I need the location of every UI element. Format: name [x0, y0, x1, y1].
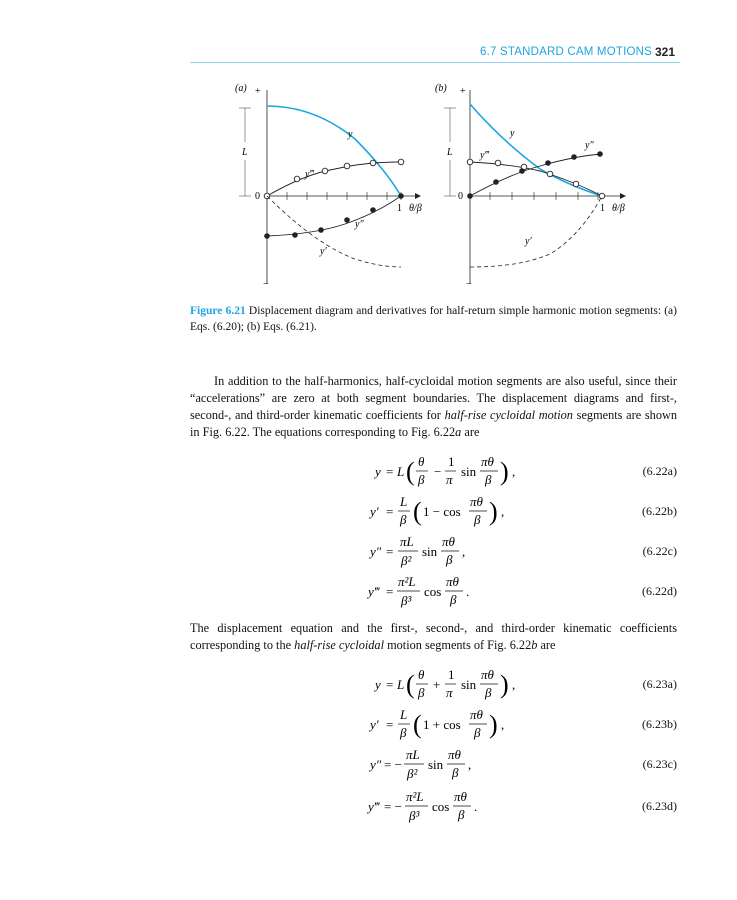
equation-6-23a: y = L ( θ β + 1 π sin πθ β ) , (6.23a) [375, 667, 677, 700]
svg-text:1 − cos: 1 − cos [423, 504, 461, 519]
panel-a-label: (a) [235, 83, 247, 94]
svg-text:β: β [485, 685, 492, 700]
svg-text:−: − [434, 464, 442, 479]
svg-text:πL: πL [406, 747, 420, 762]
svg-text:πθ: πθ [448, 747, 461, 762]
svg-text:π²L: π²L [406, 789, 424, 804]
svg-text:π: π [446, 472, 453, 487]
panel-b-x-arrow [620, 193, 626, 199]
svg-text:cos: cos [424, 584, 442, 599]
svg-text:,: , [468, 757, 472, 772]
svg-text:πθ: πθ [470, 494, 483, 509]
svg-text:πL: πL [400, 534, 414, 549]
svg-text:= −: = − [384, 757, 402, 772]
panel-a-minus: − [263, 279, 269, 290]
panel-a-curve-y [267, 106, 401, 196]
caption-text: Displacement diagram and derivatives for half-return simple harmonic motion segments: (a) Eqs. (6.20); (b) Eqs. (6.21). [190, 305, 677, 333]
svg-text:= −: = − [384, 799, 402, 814]
panel-a-plus: + [255, 86, 261, 97]
svg-text:β: β [446, 552, 453, 567]
panel-a-label-y3: y‴ [305, 169, 314, 180]
svg-text:(: ( [406, 457, 415, 486]
figure-6-21 [225, 74, 645, 294]
panel-a-x-arrow [415, 193, 421, 199]
svg-text:θ: θ [418, 454, 425, 469]
page-number: 321 [655, 45, 676, 59]
svg-text:L: L [397, 677, 405, 692]
svg-text:πθ: πθ [454, 789, 467, 804]
svg-text:β: β [452, 765, 459, 780]
running-header: 6.7 STANDARD CAM MOTIONS [480, 46, 652, 58]
svg-text:πθ: πθ [446, 574, 459, 589]
svg-text:β: β [474, 725, 481, 740]
svg-text:1: 1 [448, 454, 455, 469]
svg-text:,: , [512, 464, 516, 479]
panel-b-curve-y [470, 104, 602, 196]
paragraph-1: In addition to the half-harmonics, half-cycloidal motion segments are also useful, since their “accelerations” are zero at both segment boundaries. The displacement diagrams and first-, second-, and third-order kinematic coefficients for half-rise cycloidal motion segments are shown in Fig. 6.22. The equations corresponding to Fig. 6.22a are [190, 374, 677, 439]
svg-text:πθ: πθ [481, 454, 494, 469]
svg-text:=: = [386, 584, 394, 599]
equation-6-23c: y″ = − πL β² sin πθ β , (6.23c) [370, 747, 677, 781]
panel-b-zero: 0 [458, 191, 463, 202]
svg-text:L: L [400, 494, 408, 509]
svg-text:β: β [450, 592, 457, 607]
panel-a-label-y1: y′ [320, 246, 327, 257]
svg-text:y″: y″ [370, 544, 382, 559]
paragraph-2: The displacement equation and the first-, second-, and third-order kinematic coefficients corresponding to the half-rise cycloidal motion segments of Fig. 6.22b are [190, 621, 677, 652]
equation-6-23d: y‴ = − π²L β³ cos πθ β . (6.23d) [368, 789, 677, 823]
panel-a-curve-y2 [267, 196, 401, 236]
svg-text:,: , [501, 504, 505, 519]
panel-a-L: L [242, 147, 248, 158]
svg-text:.: . [474, 799, 478, 814]
svg-text:β²: β² [407, 766, 418, 781]
svg-text:β³: β³ [401, 593, 412, 608]
header-rule [190, 62, 680, 63]
svg-text:=: = [386, 464, 394, 479]
panel-b-label-y1: y′ [525, 236, 532, 247]
svg-text:y‴: y‴ [368, 584, 380, 599]
svg-text:θ: θ [418, 667, 425, 682]
equation-6-22d: y‴ = π²L β³ cos πθ β . (6.22d) [368, 574, 677, 608]
svg-text:y″: y″ [370, 757, 382, 772]
equation-6-22c: y″ = πL β² sin πθ β , (6.22c) [370, 534, 677, 568]
panel-b-label-y: y [510, 128, 515, 139]
caption-label: Figure 6.21 [190, 305, 246, 317]
svg-text:β: β [474, 512, 481, 527]
panel-b-label-y2: y″ [585, 140, 594, 151]
svg-text:y: y [375, 677, 381, 692]
equation-6-22a: y = L ( θ β − 1 π sin πθ β ) , (6.22a) [375, 454, 677, 487]
svg-text:): ) [489, 497, 498, 526]
svg-text:+: + [433, 677, 441, 692]
svg-text:β: β [418, 685, 425, 700]
panel-b-plus: + [460, 86, 466, 97]
svg-text:(: ( [406, 670, 415, 699]
panel-a-x-label: θ/β [409, 203, 422, 214]
svg-text:sin: sin [461, 464, 477, 479]
panel-a-one: 1 [397, 203, 402, 214]
panel-b-one: 1 [600, 203, 605, 214]
panel-a-zero: 0 [255, 191, 260, 202]
svg-text:=: = [386, 677, 394, 692]
panel-a [235, 83, 422, 290]
equation-6-23b: y′ = L β ( 1 + cos πθ β ) , (6.23b) [370, 707, 677, 740]
svg-text:y′: y′ [370, 504, 379, 519]
svg-text:L: L [400, 707, 408, 722]
figure-caption [190, 303, 677, 335]
svg-text:=: = [386, 544, 394, 559]
svg-text:πθ: πθ [481, 667, 494, 682]
svg-text:y′: y′ [370, 717, 379, 732]
svg-text:.: . [466, 584, 470, 599]
svg-text:1: 1 [448, 667, 455, 682]
svg-text:): ) [489, 710, 498, 739]
svg-text:πθ: πθ [442, 534, 455, 549]
svg-text:π: π [446, 685, 453, 700]
svg-text:y‴: y‴ [368, 799, 380, 814]
svg-text:π²L: π²L [398, 574, 416, 589]
svg-text:β: β [400, 725, 407, 740]
svg-text:β: β [458, 807, 465, 822]
svg-text:,: , [501, 717, 505, 732]
panel-b-minus: − [466, 279, 472, 290]
svg-text:(: ( [413, 710, 422, 739]
svg-text:sin: sin [428, 757, 444, 772]
svg-text:πθ: πθ [470, 707, 483, 722]
svg-text:sin: sin [461, 677, 477, 692]
svg-text:L: L [397, 464, 405, 479]
svg-text:cos: cos [432, 799, 450, 814]
svg-text:β: β [418, 472, 425, 487]
svg-text:=: = [386, 717, 394, 732]
svg-text:,: , [512, 677, 516, 692]
panel-a-label-y2: y″ [355, 219, 364, 230]
panel-b-label: (b) [435, 83, 447, 94]
panel-b-L: L [447, 147, 453, 158]
panel-b-label-y3: y‴ [480, 150, 489, 161]
svg-text:sin: sin [422, 544, 438, 559]
svg-text:): ) [500, 670, 509, 699]
panel-b [435, 83, 626, 290]
svg-text:β: β [485, 472, 492, 487]
svg-text:β³: β³ [409, 808, 420, 823]
svg-text:,: , [462, 544, 466, 559]
svg-text:1 + cos: 1 + cos [423, 717, 461, 732]
svg-text:): ) [500, 457, 509, 486]
svg-text:β²: β² [401, 553, 412, 568]
panel-b-x-label: θ/β [612, 203, 625, 214]
svg-text:=: = [386, 504, 394, 519]
panel-a-curve-y1 [267, 196, 401, 267]
svg-text:β: β [400, 512, 407, 527]
equation-6-22b: y′ = L β ( 1 − cos πθ β ) , (6.22b) [370, 494, 677, 527]
svg-text:y: y [375, 464, 381, 479]
panel-b-curve-y1 [470, 196, 602, 267]
panel-a-label-y: y [348, 129, 353, 140]
svg-text:(: ( [413, 497, 422, 526]
